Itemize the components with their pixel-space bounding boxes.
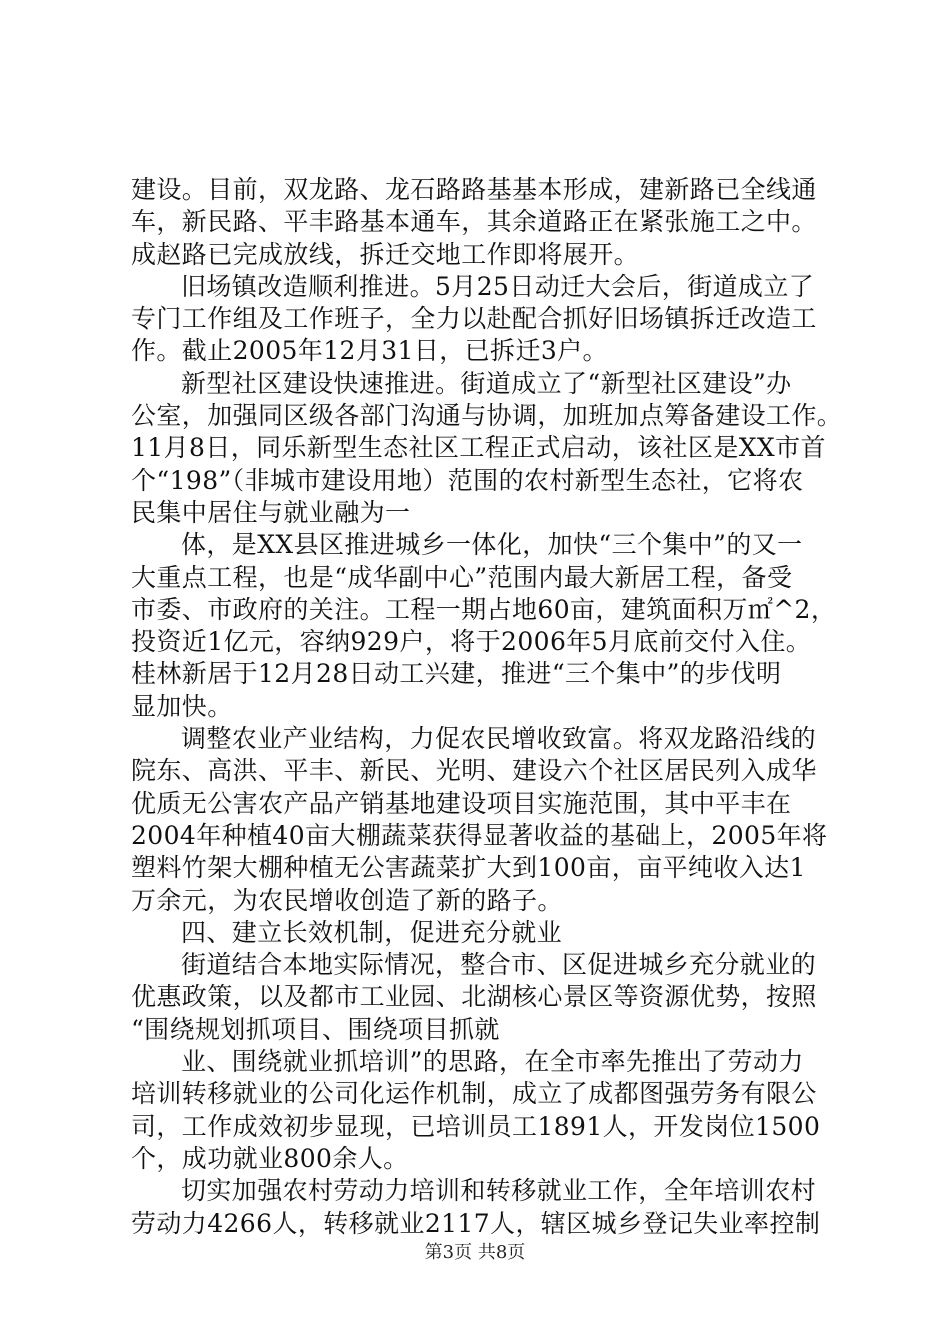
text-line: 劳动力4266人，转移就业2117人，辖区城乡登记失业率控制: [131, 1208, 821, 1238]
text-line: 优质无公害农产品产销基地建设项目实施范围，其中平丰在: [131, 788, 792, 818]
text-line: 万余元，为农民增收创造了新的路子。: [131, 885, 563, 915]
text-line: 优惠政策，以及都市工业园、北湖核心景区等资源优势，按照: [131, 982, 817, 1012]
text-line: 桂林新居于12月28日动工兴建，推进“三个集中”的步伐明: [131, 659, 782, 689]
text-line: 体，是XX县区推进城乡一体化，加快“三个集中”的又一: [181, 530, 803, 560]
text-line: 11月8日，同乐新型生态社区工程正式启动，该社区是XX市首: [131, 433, 826, 463]
text-line: 司，工作成效初步显现，已培训员工1891人，开发岗位1500: [131, 1111, 821, 1141]
text-line: 成赵路已完成放线，拆迁交地工作即将展开。: [131, 239, 640, 269]
text-line: 院东、高洪、平丰、新民、光明、建设六个社区居民列入成华: [131, 756, 817, 786]
text-line: 调整农业产业结构，力促农民增收致富。将双龙路沿线的: [181, 724, 817, 754]
text-line: 民集中居住与就业融为一: [131, 497, 411, 527]
section-heading: 四、建立长效机制，促进充分就业: [181, 917, 563, 947]
text-line: 培训转移就业的公司化运作机制，成立了成都图强劳务有限公: [131, 1079, 817, 1109]
text-line: 旧场镇改造顺利推进。5月25日动迁大会后，街道成立了: [181, 271, 815, 301]
text-line: 街道结合本地实际情况，整合市、区促进城乡充分就业的: [181, 950, 817, 980]
text-line: 个，成功就业800余人。: [131, 1143, 409, 1173]
text-line: 市委、市政府的关注。工程一期占地60亩，建筑面积万㎡^2，: [131, 594, 837, 624]
text-line: 公室，加强同区级各部门沟通与协调，加班加点筹备建设工作。: [131, 401, 843, 431]
text-line: 建设。目前，双龙路、龙石路路基基本形成，建新路已全线通: [131, 175, 817, 204]
text-line: 专门工作组及工作班子，全力以赴配合抓好旧场镇拆迁改造工: [131, 304, 817, 334]
text-line: “围绕规划抓项目、围绕项目抓就: [131, 1014, 500, 1044]
text-line: 业、围绕就业抓培训”的思路，在全市率先推出了劳动力: [181, 1047, 804, 1077]
text-line: 投资近1亿元，容纳929户，将于2006年5月底前交付入住。: [131, 627, 812, 657]
text-line: 显加快。: [131, 691, 233, 721]
text-line: 个“198”（非城市建设用地）范围的农村新型生态社，它将农: [131, 465, 804, 495]
text-line: 大重点工程，也是“成华副中心”范围内最大新居工程，备受: [131, 562, 793, 592]
text-line: 新型社区建设快速推进。街道成立了“新型社区建设”办: [181, 368, 792, 398]
page-footer: 第3页 共8页: [424, 1242, 526, 1263]
text-line: 2004年种植40亩大棚蔬菜获得显著收益的基础上，2005年将: [131, 820, 828, 850]
text-line: 车，新民路、平丰路基本通车，其余道路正在紧张施工之中。: [131, 207, 817, 237]
document-body: [131, 174, 843, 1240]
text-line: 切实加强农村劳动力培训和转移就业工作，全年培训农村: [181, 1176, 817, 1206]
text-line: 作。截止2005年12月31日，已拆迁3户。: [131, 336, 608, 366]
text-line: 塑料竹架大棚种植无公害蔬菜扩大到100亩，亩平纯收入达1: [131, 853, 806, 883]
